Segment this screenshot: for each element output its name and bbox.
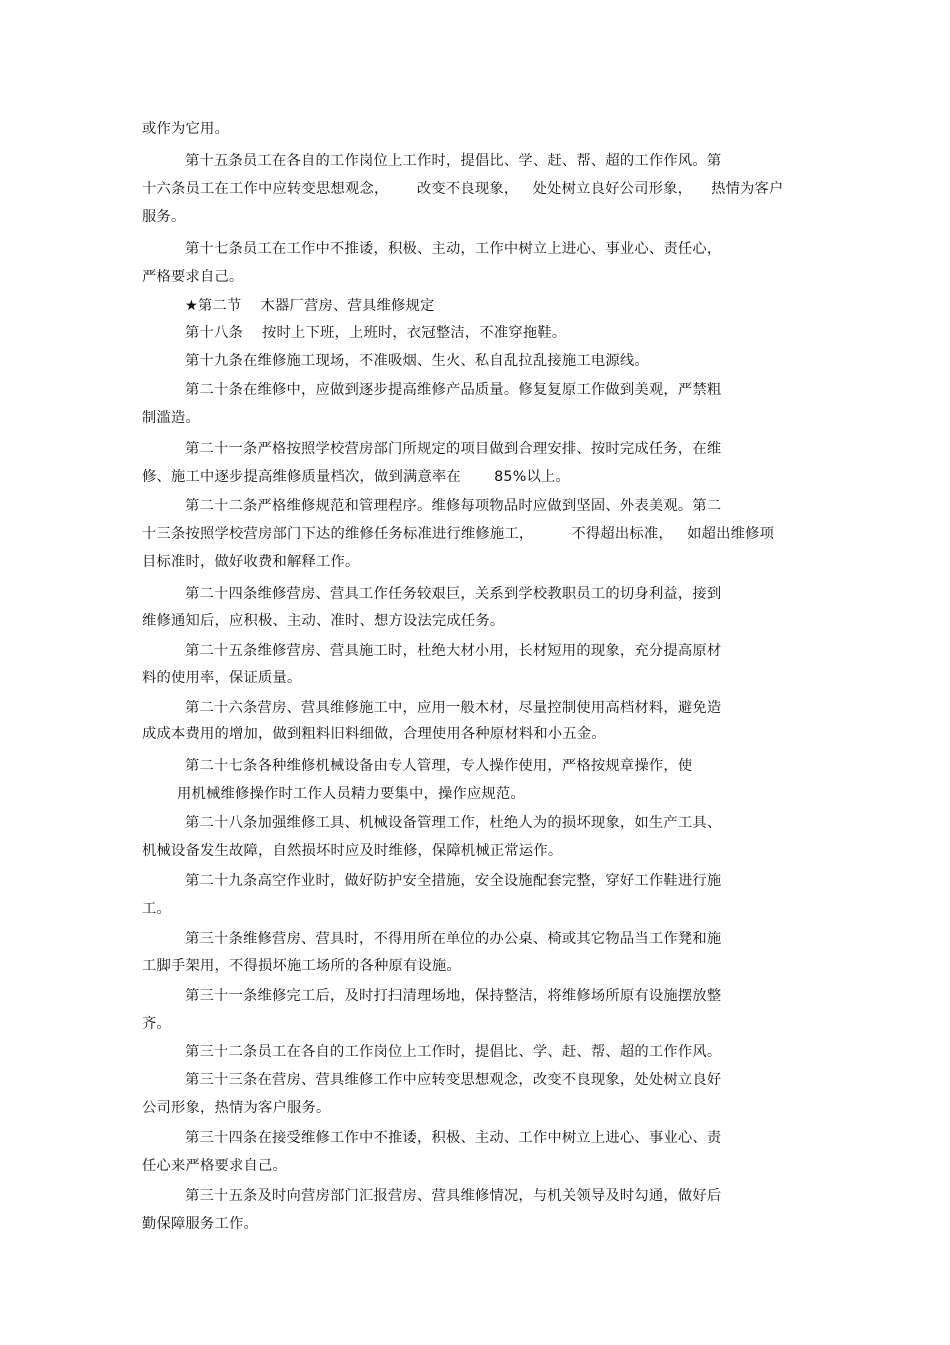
article-21: 第二十一条严格按照学校营房部门所规定的项目做到合理安排、按时完成任务，在维	[185, 441, 722, 457]
article-19: 第十九条在维修施工现场，不准吸烟、生火、私自乱拉乱接施工电源线。	[185, 353, 649, 369]
text-line: 勤保障服务工作。	[142, 1216, 258, 1232]
text-line: 工。	[142, 901, 171, 917]
article-26: 第二十六条营房、营具维修施工中，应用一般木材，尽量控制使用高档材料，避免造	[185, 700, 722, 716]
article-20: 第二十条在维修中，应做到逐步提高维修产品质量。修复复原工作做到美观，严禁粗	[185, 382, 722, 398]
text-line: 工脚手架用，不得损坏施工场所的各种原有设施。	[142, 958, 461, 974]
article-33: 第三十三条在营房、营具维修工作中应转变思想观念，改变不良现象，处处树立良好	[185, 1072, 722, 1088]
text-line: 严格要求自己。	[142, 269, 244, 285]
text-line: 料的使用率，保证质量。	[142, 670, 302, 686]
text-line: 用机械维修操作时工作人员精力要集中，操作应规范。	[177, 786, 525, 802]
article-35: 第三十五条及时向营房部门汇报营房、营具维修情况，与机关领导及时勾通，做好后	[185, 1188, 722, 1204]
text-line: 目标准时，做好收费和解释工作。	[142, 554, 360, 570]
article-15: 第十五条员工在各自的工作岗位上工作时，提倡比、学、赶、帮、超的工作作风。第	[185, 153, 722, 169]
article-28: 第二十八条加强维修工具、机械设备管理工作，杜绝人为的损坏现象，如生产工具、	[185, 815, 722, 831]
article-22: 第二十二条严格维修规范和管理程序。维修每项物品时应做到坚固、外表美观。第二	[185, 498, 722, 514]
article-23: 十三条按照学校营房部门下达的维修任务标准进行维修施工， 不得超出标准， 如超出维修项	[142, 526, 775, 542]
article-29: 第二十九条高空作业时，做好防护安全措施，安全设施配套完整，穿好工作鞋进行施	[185, 873, 722, 889]
article-32: 第三十二条员工在各自的工作岗位上工作时，提倡比、学、赶、帮、超的工作作风。	[185, 1044, 722, 1060]
article-24: 第二十四条维修营房、营具工作任务较艰巨，关系到学校教职员工的切身利益，接到	[185, 586, 722, 602]
article-17: 第十七条员工在工作中不推诿，积极、主动，工作中树立上进心、事业心、责任心，	[185, 241, 722, 257]
section-heading: ★第二节 木器厂营房、营具维修规定	[185, 298, 435, 314]
article-25: 第二十五条维修营房、营具施工时，杜绝大材小用，长材短用的现象，充分提高原材	[185, 643, 722, 659]
text-line: 服务。	[142, 209, 186, 225]
text-line: 任心来严格要求自己。	[142, 1158, 287, 1174]
text-line: 或作为它用。	[142, 121, 229, 137]
article-16: 十六条员工在工作中应转变思想观念， 改变不良现象， 处处树立良好公司形象， 热情为客户	[142, 181, 784, 197]
article-18: 第十八条 按时上下班，上班时，衣冠整洁，不准穿拖鞋。	[185, 325, 567, 341]
article-34: 第三十四条在接受维修工作中不推诿，积极、主动、工作中树立上进心、事业心、责	[185, 1130, 722, 1146]
text-line: 成成本费用的增加，做到粗料旧料细做，合理使用各种原材料和小五金。	[142, 726, 606, 742]
text-line: 齐。	[142, 1016, 171, 1032]
text-line: 机械设备发生故障，自然损坏时应及时维修，保障机械正常运作。	[142, 843, 563, 859]
article-30: 第三十条维修营房、营具时，不得用所在单位的办公桌、椅或其它物品当工作凳和施	[185, 931, 722, 947]
article-31: 第三十一条维修完工后，及时打扫清理场地，保持整洁，将维修场所原有设施摆放整	[185, 988, 722, 1004]
text-line: 维修通知后，应积极、主动、准时、想方设法完成任务。	[142, 613, 505, 629]
text-line: 制滥造。	[142, 410, 200, 426]
text-line: 修、施工中逐步提高维修质量档次，做到满意率在 85%以上。	[142, 469, 571, 485]
text-line: 公司形象，热情为客户服务。	[142, 1100, 331, 1116]
article-27: 第二十七条各种维修机械设备由专人管理，专人操作使用，严格按规章操作，使	[185, 758, 693, 774]
